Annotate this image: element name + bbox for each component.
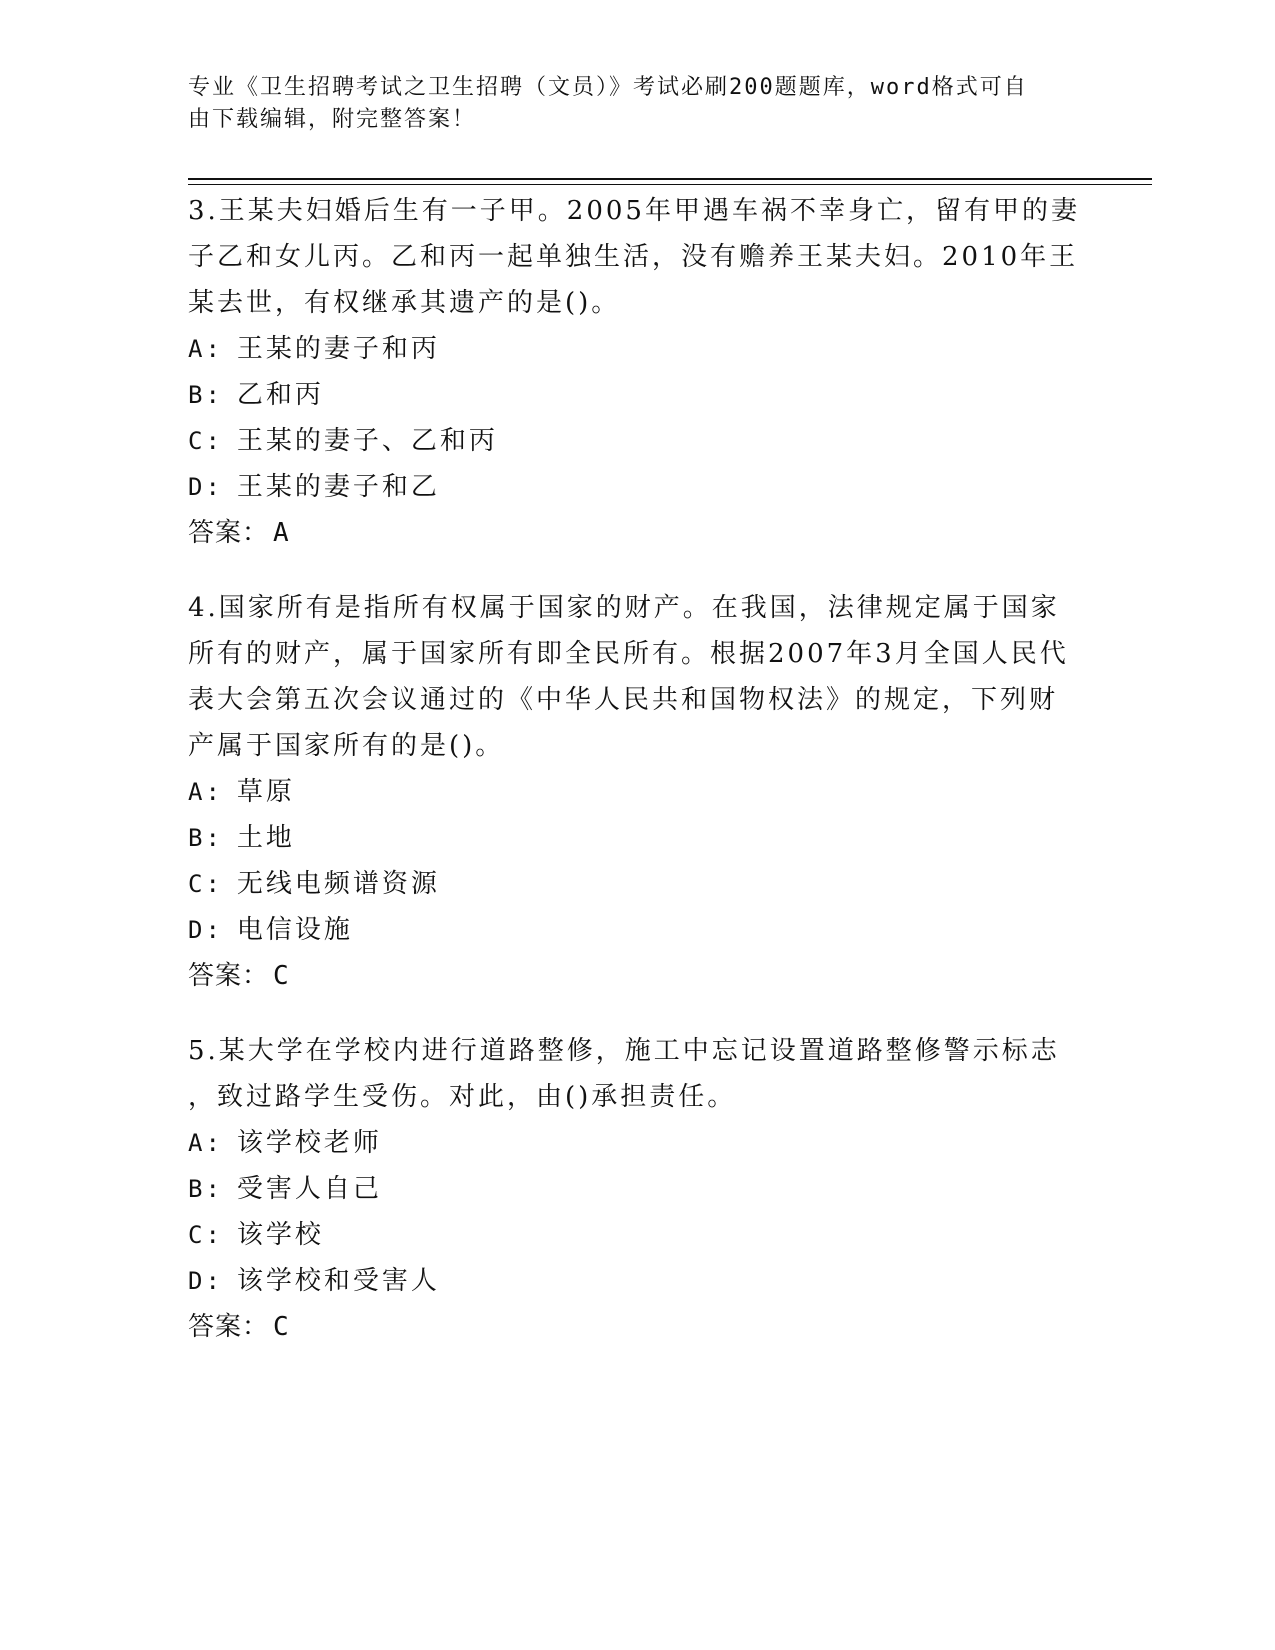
option-c <box>188 418 1088 464</box>
answer <box>188 1304 1088 1350</box>
question-stem-line: 某去世，有权继承其遗产的是()。 <box>188 288 621 318</box>
option-letter: D: <box>188 1267 223 1295</box>
option-letter: D: <box>188 916 223 944</box>
option-text: 电信设施 <box>236 915 353 945</box>
question-3 <box>188 188 1088 556</box>
option-text: 王某的妻子和乙 <box>236 472 440 502</box>
answer <box>188 953 1088 999</box>
option-d <box>188 464 1088 510</box>
answer-value: A <box>273 518 290 548</box>
option-text: 该学校 <box>236 1220 324 1250</box>
option-a <box>188 769 1088 815</box>
option-c <box>188 1212 1088 1258</box>
option-letter: A: <box>188 778 223 806</box>
option-text: 该学校和受害人 <box>236 1266 440 1296</box>
option-letter: A: <box>188 335 223 363</box>
option-text: 该学校老师 <box>236 1128 382 1158</box>
question-stem-line: 产属于国家所有的是()。 <box>188 731 505 761</box>
question-stem-line: 4.国家所有是指所有权属于国家的财产。在我国，法律规定属于国家 <box>188 593 1060 623</box>
question-stem-line: 3.王某夫妇婚后生有一子甲。2005年甲遇车祸不幸身亡，留有甲的妻 <box>188 196 1080 226</box>
option-d <box>188 1258 1088 1304</box>
question-stem-line: 5.某大学在学校内进行道路整修，施工中忘记设置道路整修警示标志 <box>188 1036 1060 1066</box>
question-5 <box>188 1028 1088 1350</box>
header-divider-thick <box>188 178 1152 180</box>
option-letter: D: <box>188 473 223 501</box>
option-text: 无线电频谱资源 <box>236 869 440 899</box>
question-stem-line: ，致过路学生受伤。对此，由()承担责任。 <box>188 1082 737 1112</box>
question-stem-line: 子乙和女儿丙。乙和丙一起单独生活，没有赡养王某夫妇。2010年王 <box>188 242 1079 272</box>
option-letter: C: <box>188 870 223 898</box>
question-stem-line: 表大会第五次会议通过的《中华人民共和国物权法》的规定，下列财 <box>188 685 1059 715</box>
option-text: 王某的妻子、乙和丙 <box>236 426 498 456</box>
option-b <box>188 372 1088 418</box>
option-b <box>188 1166 1088 1212</box>
option-a <box>188 326 1088 372</box>
option-letter: B: <box>188 381 223 409</box>
option-letter: C: <box>188 427 223 455</box>
option-text: 王某的妻子和丙 <box>236 334 440 364</box>
option-c <box>188 861 1088 907</box>
option-d <box>188 907 1088 953</box>
header-line-2: 由下载编辑，附完整答案！ <box>188 107 477 132</box>
option-text: 草原 <box>236 777 295 807</box>
answer-value: C <box>273 1312 290 1342</box>
header-divider-thin <box>188 184 1152 185</box>
option-text: 受害人自己 <box>236 1174 382 1204</box>
option-a <box>188 1120 1088 1166</box>
answer-label: 答案： <box>188 961 270 991</box>
document-header <box>188 72 1068 136</box>
option-text: 乙和丙 <box>236 380 324 410</box>
option-letter: B: <box>188 1175 223 1203</box>
header-line-1: 专业《卫生招聘考试之卫生招聘（文员）》考试必刷200题题库，word格式可自 <box>188 75 1028 100</box>
option-text: 土地 <box>236 823 295 853</box>
option-letter: A: <box>188 1129 223 1157</box>
question-4 <box>188 585 1088 999</box>
question-stem-line: 所有的财产，属于国家所有即全民所有。根据2007年3月全国人民代 <box>188 639 1069 669</box>
answer-value: C <box>273 961 290 991</box>
answer-label: 答案： <box>188 518 270 548</box>
option-b <box>188 815 1088 861</box>
answer-label: 答案： <box>188 1312 270 1342</box>
option-letter: C: <box>188 1221 223 1249</box>
option-letter: B: <box>188 824 223 852</box>
answer <box>188 510 1088 556</box>
